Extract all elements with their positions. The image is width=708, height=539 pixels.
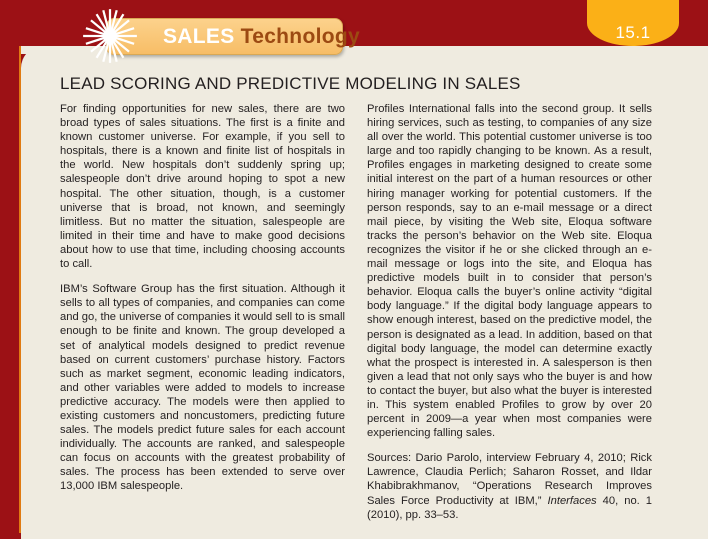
box-number-badge [587, 0, 679, 46]
sources-text-part2: 40, no. 1 (2010), pp. 33–53. [367, 494, 653, 521]
sales-technology-ribbon [106, 18, 360, 55]
ribbon-word-sales: SALES [163, 25, 235, 48]
sources-text-part1: Dario Parolo, interview February 4, 2010; Rick Lawrence, Claudia Perlich; Saharon Rosset, and Ildar Khabibrakhmanov, “Operations Research Improves Sales Force Productivity at IBM,” [367, 452, 652, 507]
article-columns [60, 102, 652, 527]
ribbon-title [163, 26, 360, 47]
sources-label: Sources: [367, 452, 412, 465]
paragraph: For finding opportunities for new sales, there are two broad types of sales situations. The first is a finite and known customer universe. For example, if you sell to hospitals, there is a known and finite list of hospitals in the world. New hospitals don’t suddenly spring up; salespeople don’t drive around hoping to spot a new hospital. The other situation, though, is a customer universe that is broad, not known, and seemingly limitless. But no matter the situation, salespeople are limited in their time and have to make good decisions about how to use that time, including choosing accounts to call. [60, 103, 345, 271]
sources-note [367, 451, 652, 521]
sources-journal-name: Interfaces [547, 494, 597, 507]
left-red-spine [0, 0, 19, 531]
right-column [367, 102, 652, 527]
paragraph: IBM’s Software Group has the first situation. Although it sells to all types of companies, and companies can come and go, the universe of companies it would sell to is small enough to be finite and known. The group developed a set of analytical models designed to predict revenue based on current customers’ purchase history. Factors such as market segment, economic leading indicators, and other variables were added to models to increase predictive accuracy. The models were then applied to existing customers and noncustomers, predicting future sales. The models predict future sales for each account individually. The accounts are ranked, and salespeople can focus on accounts with the greatest probability of sales. The process has been extended to serve over 13,000 IBM salespeople. [60, 283, 345, 493]
ribbon-word-technology: Technology [240, 25, 360, 48]
left-column [60, 102, 345, 527]
box-number-label: 15.1 [615, 23, 651, 42]
paragraph: Profiles International falls into the second group. It sells hiring services, such as testing, to companies of any size all over the world. This potential customer universe is too large and too rapidly changing to be known. As a result, Profiles engages in marketing designed to create some initial interest on the part of a human resources or other hiring manager working for potential customers. If the person responds, say to an e-mail message or a direct mail piece, by visiting the Web site, Eloqua software tracks the person’s behavior on the Web site. Eloqua recognizes the visitor if he or she clicked through an e-mail message or logs into the site, and Eloqua has predictive models built in to consider that person’s behavior. Eloqua calls the buyer’s online activity “digital body language.” If the digital body language appears to show enough interest, based on the predictive model, the person is designated as a lead. In addition, based on that digital body language, the model can determine exactly what the prospect is interested in. A salesperson is then given a lead that not only says who the buyer is and how to contact the buyer, but also what the buyer is interested in. This system enabled Profiles to grow by over 20 percent in 2009—a year when most companies were experiencing falling sales. [367, 103, 652, 440]
page-title: LEAD SCORING AND PREDICTIVE MODELING IN SALES [60, 74, 521, 93]
